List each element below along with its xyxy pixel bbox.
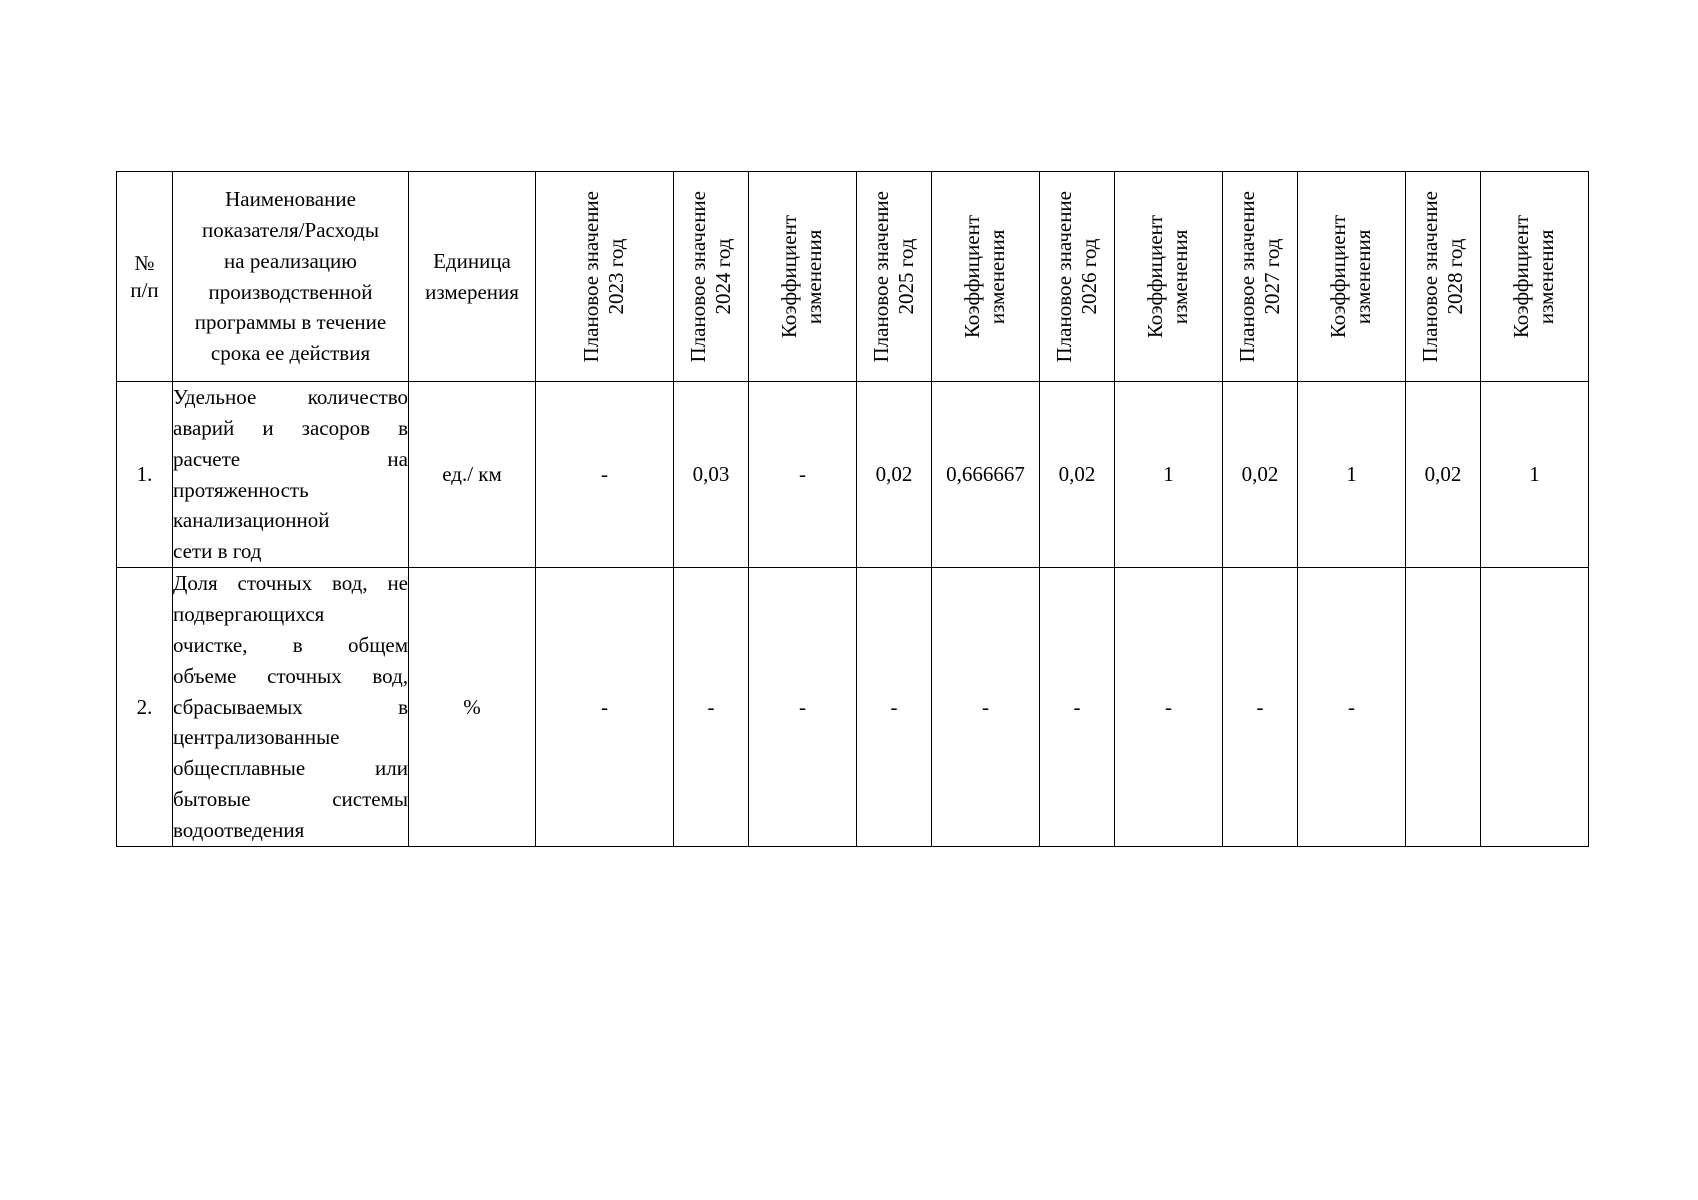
header-unit-line: измерения (425, 279, 519, 304)
value-cell: 1 (1481, 382, 1589, 568)
header-plan-2023 (536, 172, 674, 382)
header-unit-line: Единица (433, 248, 511, 273)
indicator-name-line: Доля сточных вод, не (173, 571, 408, 596)
header-label-line: 2026 год (1077, 238, 1101, 315)
header-label-line: Плановое значение (579, 190, 604, 363)
indicator-name-line: подвергающихся (173, 602, 325, 627)
value-cell: - (1115, 568, 1223, 847)
indicator-name-line: бытовые системы (173, 787, 408, 812)
indicator-name-line: объеме сточных вод, (173, 663, 408, 688)
header-label-line: Плановое значение (868, 190, 893, 363)
value-cell: - (536, 382, 674, 568)
indicator-name-line: очистке, в общем (173, 632, 408, 657)
header-coef-2027 (1298, 172, 1406, 382)
header-plan-2026 (1040, 172, 1115, 382)
header-unit (409, 172, 536, 382)
value-cell: - (1040, 568, 1115, 847)
indicator-name-line: аварий и засоров в (173, 415, 408, 440)
header-coef-2026 (1115, 172, 1223, 382)
indicator-name-line: сбрасываемых в (173, 694, 408, 719)
header-label-line: 2024 год (711, 238, 735, 315)
unit-cell: % (409, 568, 536, 847)
header-label-line: 2023 год (604, 238, 629, 315)
header-label-line: Плановое значение (1234, 190, 1259, 363)
header-plan-2025 (857, 172, 932, 382)
header-label-line: 2028 год (1443, 238, 1467, 315)
header-label-line: Коэффициент (1326, 214, 1351, 339)
header-plan-2027 (1223, 172, 1298, 382)
header-name-line: на реализацию (224, 248, 357, 273)
indicators-table (116, 171, 1589, 847)
header-label-line: изменения (985, 229, 1010, 324)
value-cell: 1 (1115, 382, 1223, 568)
value-cell (1406, 568, 1481, 847)
header-label-line: Коэффициент (1143, 214, 1168, 339)
header-plan-2028 (1406, 172, 1481, 382)
header-label-line: Плановое значение (1051, 190, 1076, 363)
header-name-line: производственной (208, 279, 373, 304)
header-label-line: Коэффициент (1509, 214, 1534, 339)
value-cell (1481, 568, 1589, 847)
value-cell: 1 (1298, 382, 1406, 568)
header-name-line: программы в течение (194, 310, 387, 335)
indicator-name-line: расчете на (173, 446, 408, 471)
indicator-name-line: водоотведения (173, 818, 305, 843)
header-label-line: изменения (1351, 229, 1376, 324)
header-coef-2025 (932, 172, 1040, 382)
value-cell: - (1223, 568, 1298, 847)
value-cell: 0,02 (1040, 382, 1115, 568)
header-label-line: 2027 год (1260, 238, 1284, 315)
value-cell: 0,02 (1223, 382, 1298, 568)
indicator-name-line: централизованные (173, 725, 340, 750)
header-label-line: Плановое значение (685, 190, 710, 363)
header-coef-2028 (1481, 172, 1589, 382)
indicator-name-line: общесплавные или (173, 756, 408, 781)
header-name-line: показателя/Расходы (202, 217, 379, 242)
row-number: 1. (117, 382, 173, 568)
header-coef-2024 (749, 172, 857, 382)
indicator-name-line: канализационной (173, 508, 330, 533)
header-name-line: Наименование (225, 186, 356, 211)
indicator-name (173, 382, 409, 568)
header-label-line: изменения (1168, 229, 1193, 324)
value-cell: 0,666667 (932, 382, 1040, 568)
header-num (117, 172, 173, 382)
header-label-line: изменения (802, 229, 827, 324)
header-label-line: Коэффициент (777, 214, 802, 339)
header-label-line: изменения (1534, 229, 1559, 324)
header-num-line: п/п (130, 277, 159, 302)
value-cell: - (536, 568, 674, 847)
indicator-name-line: Удельное количество (173, 385, 408, 409)
header-plan-2024 (674, 172, 749, 382)
header-label-line: Коэффициент (960, 214, 985, 339)
value-cell: - (674, 568, 749, 847)
indicator-name-line: сети в год (173, 539, 262, 564)
unit-cell: ед./ км (409, 382, 536, 568)
value-cell: 0,03 (674, 382, 749, 568)
value-cell: 0,02 (1406, 382, 1481, 568)
value-cell: - (932, 568, 1040, 847)
row-number: 2. (117, 568, 173, 847)
value-cell: - (749, 382, 857, 568)
indicator-name (173, 568, 409, 847)
value-cell: - (1298, 568, 1406, 847)
header-row (117, 172, 1589, 382)
indicator-name-line: протяженность (173, 477, 309, 502)
value-cell: - (857, 568, 932, 847)
value-cell: 0,02 (857, 382, 932, 568)
value-cell: - (749, 568, 857, 847)
header-label-line: 2025 год (894, 238, 918, 315)
table-row (117, 382, 1589, 568)
table-row (117, 568, 1589, 847)
header-name-line: срока ее действия (210, 341, 371, 366)
header-label-line: Плановое значение (1417, 190, 1442, 363)
header-name (173, 172, 409, 382)
header-num-line: № (134, 251, 155, 276)
